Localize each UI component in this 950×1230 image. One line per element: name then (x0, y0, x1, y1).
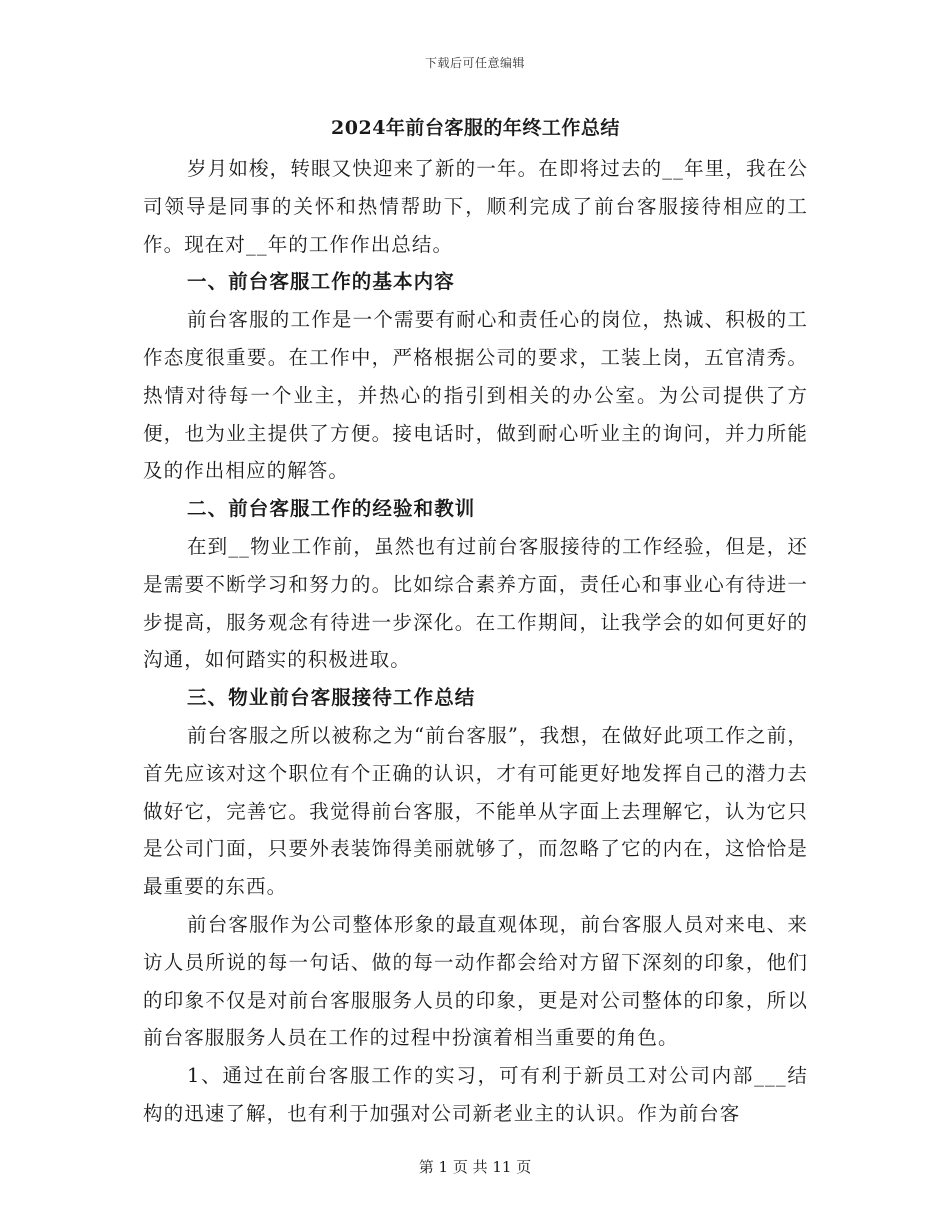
document-body (143, 112, 808, 1133)
intro-paragraph: 岁月如梭，转眼又快迎来了新的一年。在即将过去的__年里，我在公司领导是同事的关怀和热情帮助下，顺利完成了前台客服接待相应的工作。现在对__年的工作作出总结。 (143, 157, 808, 256)
page-number: 第 1 页 共 11 页 (418, 1158, 532, 1176)
section-3-paragraph-3: 1、通过在前台客服工作的实习，可有利于新员工对公司内部___结构的迅速了解，也有利于加强对公司新老业主的认识。作为前台客 (143, 1064, 808, 1125)
section-heading-1: 一、前台客服工作的基本内容 (187, 270, 455, 294)
section-3-paragraph-1: 前台客服之所以被称之为“前台客服”，我想，在做好此项工作之前，首先应该对这个职位有个正确的认识，才有可能更好地发挥自己的潜力去做好它，完善它。我觉得前台客服，不能单从字面上去理解它，认为它只是公司门面，只要外表装饰得美丽就够了，而忽略了它的内在，这恰恰是最重要的东西。 (143, 723, 808, 899)
document-title: 2024年前台客服的年终工作总结 (331, 117, 620, 139)
section-2-paragraph: 在到__物业工作前，虽然也有过前台客服接待的工作经验，但是，还是需要不断学习和努力的。比如综合素养方面，责任心和事业心有待进一步提高，服务观念有待进一步深化。在工作期间，让我学会的如何更好的沟通，如何踏实的积极进取。 (143, 534, 808, 672)
section-1-paragraph: 前台客服的工作是一个需要有耐心和责任心的岗位，热诚、积极的工作态度很重要。在工作中，严格根据公司的要求，工装上岗，五官清秀。热情对待每一个业主，并热心的指引到相关的办公室。为公司提供了方便，也为业主提供了方便。接电话时，做到耐心听业主的询问，并力所能及的作出相应的解答。 (143, 308, 808, 483)
section-heading-3: 三、物业前台客服接待工作总结 (187, 686, 476, 710)
section-heading-2: 二、前台客服工作的经验和教训 (187, 497, 476, 521)
section-3-paragraph-2: 前台客服作为公司整体形象的最直观体现，前台客服人员对来电、来访人员所说的每一句话、做的每一动作都会给对方留下深刻的印象，他们的印象不仅是对前台客服服务人员的印象，更是对公司整体的印象，所以前台客服服务人员在工作的过程中扮演着相当重要的角色。 (143, 912, 808, 1050)
header-note: 下载后可任意编辑 (424, 56, 525, 70)
